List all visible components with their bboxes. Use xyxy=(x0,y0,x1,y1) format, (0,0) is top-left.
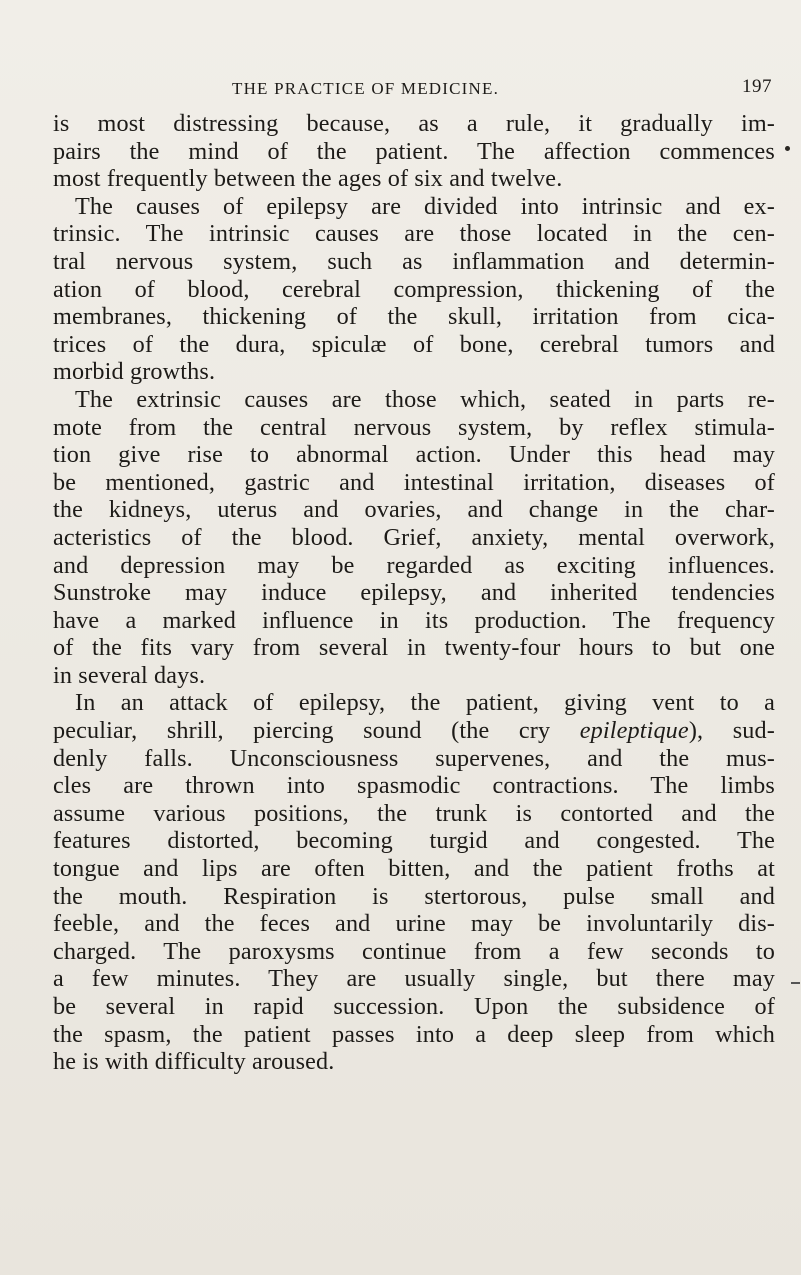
running-title: THE PRACTICE OF MEDICINE. xyxy=(232,79,500,98)
margin-dot-mark xyxy=(785,146,790,151)
text-line: features distorted, becoming turgid and congested. The xyxy=(53,827,775,855)
text-line: trices of the dura, spiculæ of bone, cerebral tumors and xyxy=(53,330,775,358)
text-line: mote from the central nervous system, by reflex stimula- xyxy=(53,413,775,441)
text-line: trinsic. The intrinsic causes are those located in the cen- xyxy=(53,220,775,248)
text-fragment: peculiar, shrill, piercing sound (the cry xyxy=(53,717,580,745)
text-line: is most distressing because, as a rule, it gradually im- xyxy=(53,110,775,137)
text-line: ation of blood, cerebral compression, thickening of the xyxy=(53,275,775,303)
text-line-with-italic xyxy=(53,717,775,745)
text-line: the kidneys, uterus and ovaries, and change in the char- xyxy=(53,496,775,524)
text-line: tongue and lips are often bitten, and the patient froths at xyxy=(53,855,775,883)
text-line: tion give rise to abnormal action. Under this head may xyxy=(53,441,775,469)
text-line: be several in rapid succession. Upon the subsidence of xyxy=(53,993,775,1020)
body-text xyxy=(53,110,775,1076)
text-line: of the fits vary from several in twenty-four hours to but one xyxy=(53,634,775,662)
text-line: he is with difficulty aroused. xyxy=(53,1048,335,1076)
text-line: and depression may be regarded as exciting influences. xyxy=(53,551,775,579)
margin-dash-mark xyxy=(791,982,800,984)
text-line: pairs the mind of the patient. The affection commences xyxy=(53,137,775,165)
text-line: morbid growths. xyxy=(53,358,216,386)
text-line: be mentioned, gastric and intestinal irritation, diseases of xyxy=(53,468,775,496)
text-line: denly falls. Unconsciousness supervenes, and the mus- xyxy=(53,744,775,772)
text-line: tral nervous system, such as inflammation and determin- xyxy=(53,247,775,275)
text-line: the mouth. Respiration is stertorous, pulse small and xyxy=(53,882,775,910)
text-line: feeble, and the feces and urine may be involuntarily dis- xyxy=(53,910,775,938)
text-line: in several days. xyxy=(53,661,206,689)
text-line: charged. The paroxysms continue from a few seconds to xyxy=(53,937,775,965)
text-line: have a marked influence in its production. The frequency xyxy=(53,606,775,634)
text-line: The extrinsic causes are those which, seated in parts re- xyxy=(75,385,775,413)
text-line: the spasm, the patient passes into a deep sleep from which xyxy=(53,1020,775,1048)
page-number: 197 xyxy=(742,76,772,97)
text-line: cles are thrown into spasmodic contractions. The limbs xyxy=(53,772,775,800)
text-line: assume various positions, the trunk is contorted and the xyxy=(53,799,775,827)
text-line: acteristics of the blood. Grief, anxiety, mental overwork, xyxy=(53,523,775,551)
text-line: a few minutes. They are usually single, but there may xyxy=(53,965,775,993)
text-line: most frequently between the ages of six and twelve. xyxy=(53,165,563,193)
text-line: The causes of epilepsy are divided into intrinsic and ex- xyxy=(75,192,775,220)
italic-term: epileptique xyxy=(579,717,689,745)
text-line: Sunstroke may induce epilepsy, and inherited tendencies xyxy=(53,579,775,607)
text-fragment: ), sud- xyxy=(688,717,775,745)
text-line: In an attack of epilepsy, the patient, giving vent to a xyxy=(75,689,775,717)
text-line: membranes, thickening of the skull, irritation from cica- xyxy=(53,303,775,331)
